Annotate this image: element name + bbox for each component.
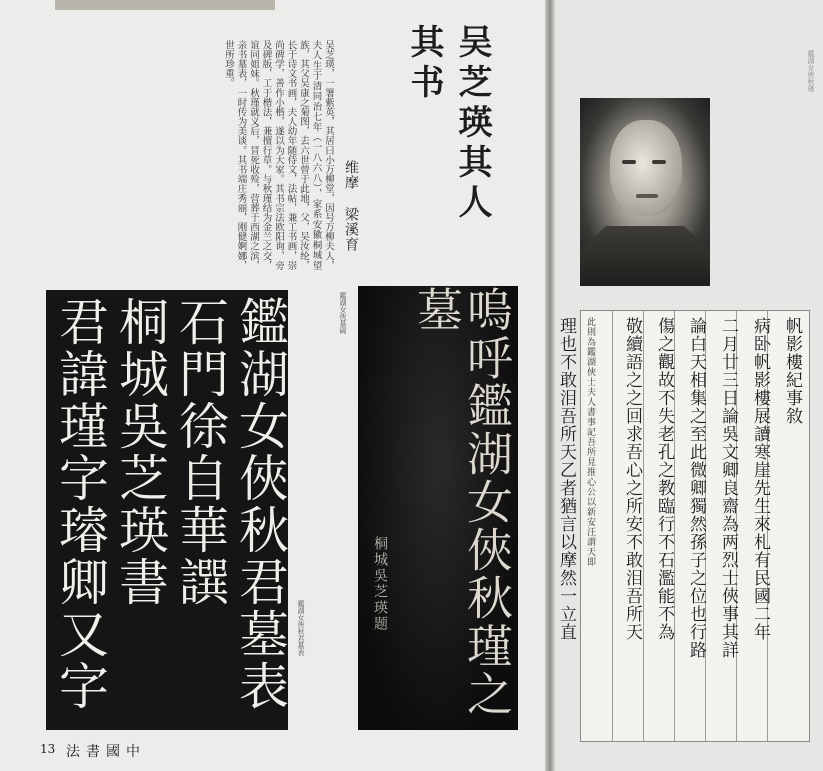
article-body: 吴芝瑛，一署紫英，其居曰小万柳堂，因号万柳夫人，夫人生于清同治七年（一八六八），家系安徽桐城望族，其父吴康之菊图，去六世曾于此地，父，吴汝纶，长于诗文书画，夫人幼年随侍文，法帖，兼工书画，崇尚碑学，善作小楷，遂以为大家。其书宗法欧阳询，旁及碑版，工于楷法，兼擅行草。与秋瑾结为金兰之交，谊同姐妹。秋瑾就义后，冒死收殓，营葬于西湖之滨，亲书墓表，一时传为美谈。其书端庄秀丽，刚健婀娜，世所珍重。 xyxy=(223,40,334,270)
rubbing1-column-3: 桐城吳芝瑛書 xyxy=(111,296,169,608)
portrait-eye-right xyxy=(652,160,666,164)
rubbing1-column-4: 君諱瑾字璿卿又字 xyxy=(51,296,109,712)
manuscript-column-1: 帆影樓紀事敘 xyxy=(782,317,802,425)
article-title: 吴芝瑛其人其书 xyxy=(404,24,492,224)
rubbing1-caption: 鑑湖女俠秋君墓表 xyxy=(297,600,305,656)
rubbing1-column-1: 鑑湖女俠秋君墓表 xyxy=(231,296,289,712)
previous-image-edge xyxy=(55,0,275,10)
column-rule xyxy=(643,311,644,741)
manuscript-page xyxy=(556,310,810,742)
portrait-body xyxy=(580,226,710,286)
page-number: 13 xyxy=(40,742,56,756)
tombstone-signature: 桐城吳芝瑛题 xyxy=(372,536,388,632)
manuscript-column-6: 敬續語之之回求吾心之所安不敢泪吾所天 xyxy=(622,317,642,641)
column-rule xyxy=(612,311,613,741)
rubbing-tomb-inscription xyxy=(46,290,288,730)
manuscript-column-3: 二月廿三日論吳文卿良齋為两烈士俠事其詳 xyxy=(718,317,738,659)
portrait-eye-left xyxy=(622,160,636,164)
manuscript-column-5: 傷之觀故不失老孔之教臨行不石濫能不為 xyxy=(654,317,674,641)
book-gutter xyxy=(545,0,555,771)
manuscript-small-note: 此則為鑑湖俠士夫人書事記吾所見推心公以新安汪謂天即 xyxy=(585,317,595,567)
manuscript-column-7: 理也不敢泪吾所天乙者猶言以摩然一立直 xyxy=(556,317,576,641)
author-2: 梁溪育 xyxy=(343,207,359,252)
portrait-photo xyxy=(580,98,710,276)
tombstone-inscription: 嗚呼鑑湖女俠秋瑾之墓 xyxy=(410,286,514,718)
manuscript-column-2: 病卧帆影樓展讀寒崖先生來札有民國二年 xyxy=(750,317,770,641)
portrait-mouth xyxy=(636,194,658,198)
magazine-name: 中國書法 xyxy=(66,744,146,760)
rubbing1-column-2: 石門徐自華譔 xyxy=(171,296,229,608)
rubbing-tombstone xyxy=(358,286,518,730)
rubbing2-caption: 鑑湖女俠墓碣 xyxy=(339,292,347,334)
portrait-head xyxy=(610,120,682,216)
byline xyxy=(342,160,360,270)
right-margin-label: 鑑湖女俠秋瑾 xyxy=(807,50,815,92)
manuscript-column-4: 論白天相集之至此微卿獨然孫子之位也行路 xyxy=(686,317,706,659)
author-1: 维摩 xyxy=(343,160,359,190)
